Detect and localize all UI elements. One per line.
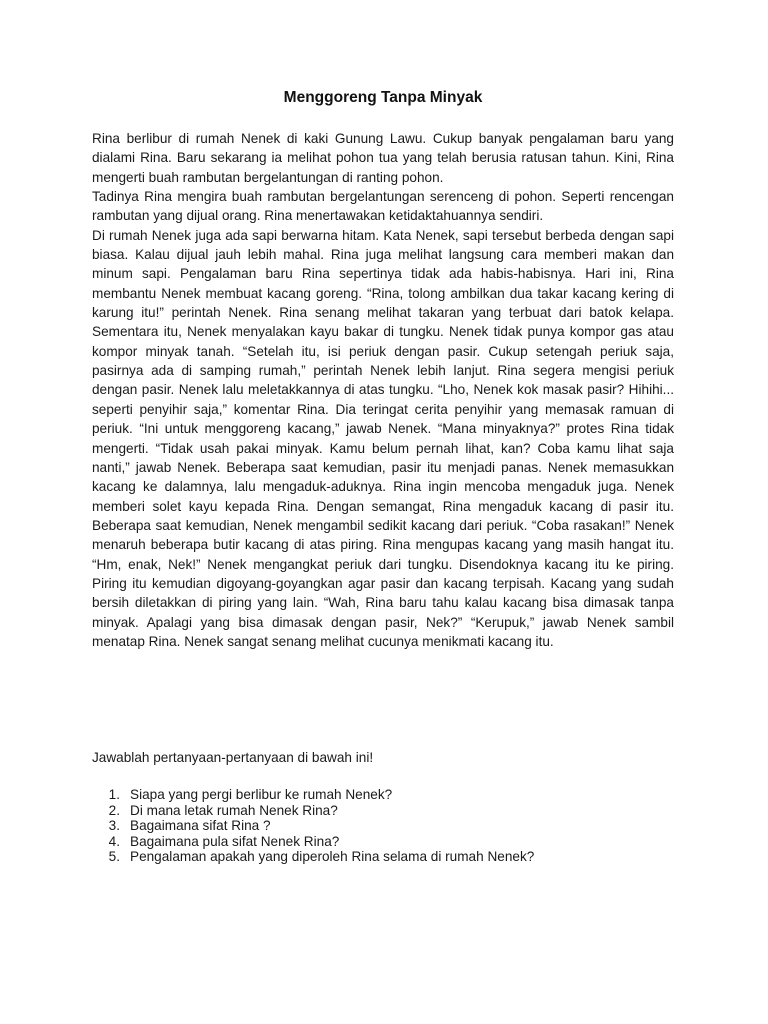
question-item <box>92 818 534 834</box>
question-item <box>92 849 534 865</box>
question-number: 5. <box>108 849 120 865</box>
question-text: Di mana letak rumah Nenek Rina? <box>130 802 338 818</box>
question-text: Siapa yang pergi berlibur ke rumah Nenek? <box>130 787 393 802</box>
question-instruction: Jawablah pertanyaan-pertanyaan di bawah ini! <box>92 750 374 765</box>
question-text: Bagaimana pula sifat Nenek Rina? <box>130 833 340 849</box>
story-paragraph: Tadinya Rina mengira buah rambutan bergelantungan serenceng di pohon. Seperti rencengan rambutan yang dijual orang. Rina menertawakan ketidaktahuannya sendiri. <box>92 189 674 224</box>
question-text: Bagaimana sifat Rina ? <box>130 818 271 834</box>
question-item <box>92 787 534 803</box>
story-paragraph: Di rumah Nenek juga ada sapi berwarna hitam. Kata Nenek, sapi tersebut berbeda dengan sapi biasa. Kalau dijual jauh lebih mahal. Rina juga melihat langsung cara memberi makan dan minum sapi. Pengalaman baru Rina sepertinya tidak ada habis-habisnya. Hari ini, Rina membantu Nenek membuat kacang goreng. “Rina, tolong ambilkan dua takar kacang kering di karung itu!” perintah Nenek. Rina senang melihat takaran yang terbuat dari batok kelapa. Sementara itu, Nenek menyalakan kayu bakar di tungku. Nenek tidak punya kompor gas atau kompor minyak tanah. “Setelah itu, isi periuk dengan pasir. Cukup setengah periuk saja, pasirnya ada di samping rumah,” perintah Nenek lebih lanjut. Rina segera mengisi periuk dengan pasir. Nenek lalu meletakkannya di atas tungku. “Lho, Nenek kok masak pasir? Hihihi... seperti penyihir saja,” komentar Rina. Dia teringat cerita penyihir yang memasak ramuan di periuk. “Ini untuk menggoreng kacang,” jawab Nenek. “Mana minyaknya?” protes Rina tidak mengerti. “Tidak usah pakai minyak. Kamu belum pernah lihat, kan? Coba kamu lihat saja nanti,” jawab Nenek. Beberapa saat kemudian, pasir itu menjadi panas. Nenek memasukkan kacang ke dalamnya, lalu mengaduk-aduknya. Rina ingin mencoba mengaduk juga. Nenek memberi solet kayu kepada Rina. Dengan semangat, Rina mengaduk kacang di pasir itu. Beberapa saat kemudian, Nenek mengambil sedikit kacang dari periuk. “Coba rasakan!” Nenek menaruh beberapa butir kacang di atas piring. Rina mengupas kacang yang masih hangat itu. “Hm, enak, Nek!” Nenek mengangkat periuk dari tungku. Disendoknya kacang itu ke piring. Piring itu kemudian digoyang-goyangkan agar pasir dan kacang terpisah. Kacang yang sudah bersih diletakkan di piring yang lain. “Wah, Rina baru tahu kalau kacang bisa dimasak tanpa minyak. Apalagi yang bisa dimasak dengan pasir, Nek?” “Kerupuk,” jawab Nenek sambil menatap Rina. Nenek sangat senang melihat cucunya menikmati kacang itu. <box>92 227 674 649</box>
story-body <box>92 129 674 651</box>
document-title: Menggoreng Tanpa Minyak <box>283 89 483 106</box>
question-number: 3. <box>108 818 120 834</box>
question-number: 4. <box>108 833 120 849</box>
story-paragraph: Rina berlibur di rumah Nenek di kaki Gunung Lawu. Cukup banyak pengalaman baru yang dialami Rina. Baru sekarang ia melihat pohon tua yang telah berusia ratusan tahun. Kini, Rina mengerti buah rambutan bergelantungan di ranting pohon. <box>92 131 674 185</box>
question-number: 2. <box>108 802 120 818</box>
question-list <box>92 787 534 865</box>
question-item <box>92 803 534 819</box>
question-number: 1. <box>108 787 120 802</box>
question-text: Pengalaman apakah yang diperoleh Rina selama di rumah Nenek? <box>130 849 535 865</box>
question-item <box>92 834 534 850</box>
